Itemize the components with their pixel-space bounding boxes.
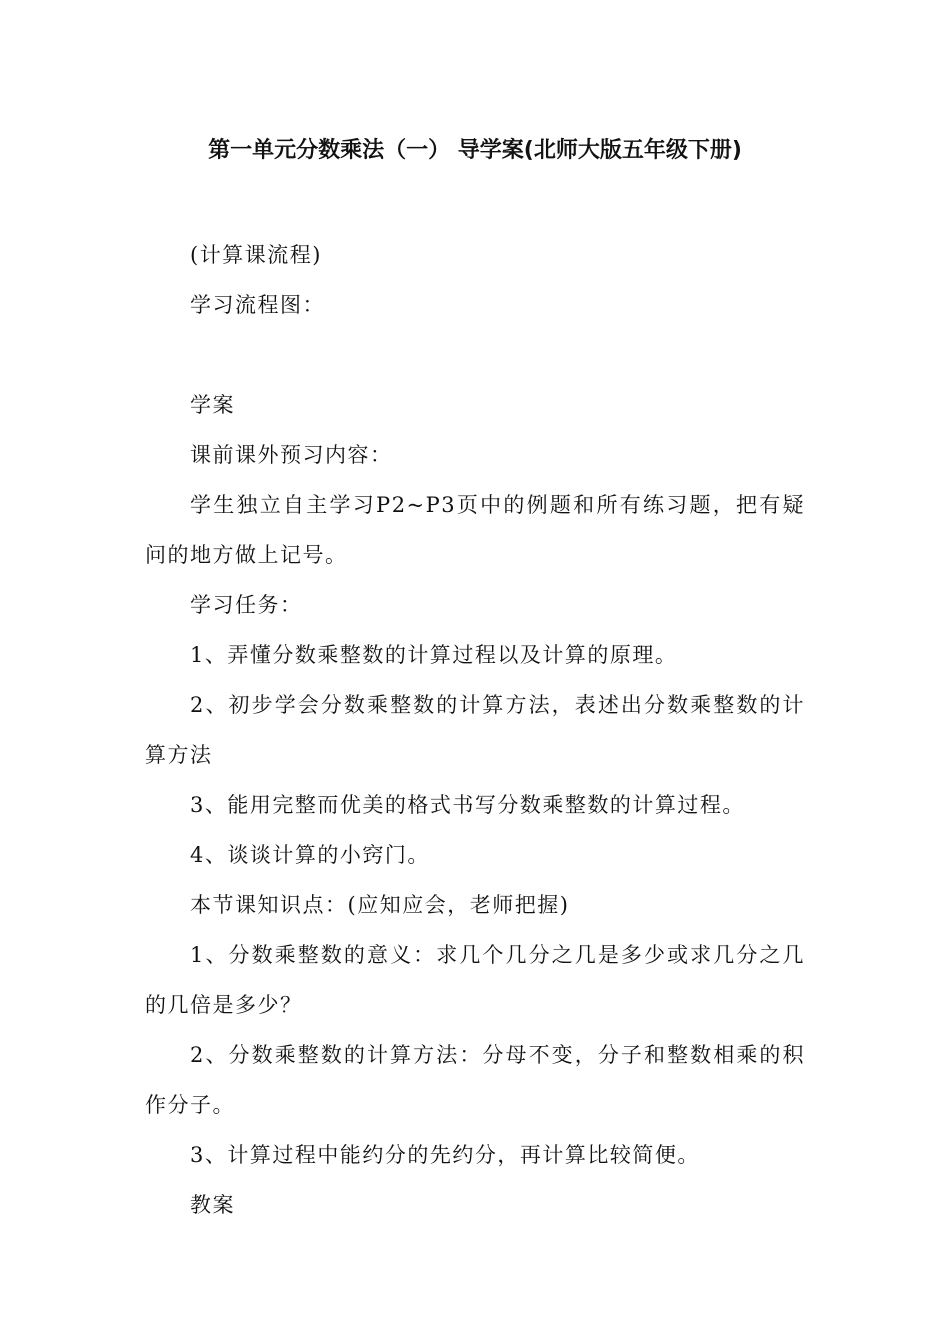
paragraph-task-4: 4、谈谈计算的小窍门。	[190, 843, 430, 867]
paragraph-knowledge-1: 1、分数乘整数的意义：求几个几分之几是多少或求几分之几的几倍是多少？	[145, 943, 805, 1017]
paragraph-task-1: 1、弄懂分数乘整数的计算过程以及计算的原理。	[190, 643, 678, 667]
paragraph-study-plan-heading: 学案	[190, 393, 235, 417]
paragraph-preview-content: 学生独立自主学习P2~P3页中的例题和所有练习题，把有疑问的地方做上记号。	[145, 493, 805, 567]
paragraph-course-type: (计算课流程)	[190, 243, 322, 267]
document-body	[145, 230, 805, 1230]
paragraph-knowledge-2: 2、分数乘整数的计算方法：分母不变，分子和整数相乘的积作分子。	[145, 1043, 805, 1117]
paragraph-lesson-plan-heading: 教案	[190, 1193, 235, 1217]
paragraph-preview-heading: 课前课外预习内容：	[190, 443, 393, 467]
blank-line	[145, 330, 805, 380]
paragraph-tasks-heading: 学习任务：	[190, 593, 303, 617]
paragraph-task-2: 2、初步学会分数乘整数的计算方法，表述出分数乘整数的计算方法	[145, 693, 805, 767]
paragraph-flowchart-heading: 学习流程图：	[190, 293, 325, 317]
paragraph-knowledge-heading: 本节课知识点：(应知应会，老师把握)	[190, 893, 570, 917]
paragraph-knowledge-3: 3、计算过程中能约分的先约分，再计算比较简便。	[190, 1143, 700, 1167]
paragraph-task-3: 3、能用完整而优美的格式书写分数乘整数的计算过程。	[190, 793, 745, 817]
document-title: 第一单元分数乘法（一） 导学案(北师大版五年级下册)	[208, 138, 742, 163]
